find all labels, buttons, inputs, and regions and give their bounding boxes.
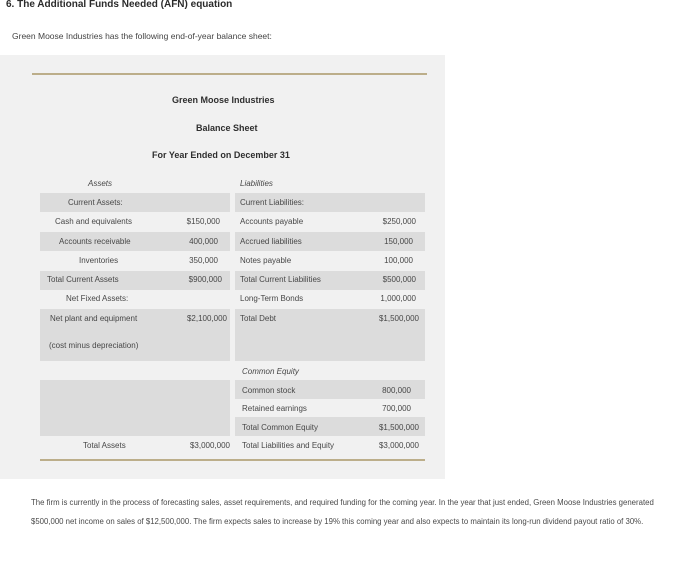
intro-text: Green Moose Industries has the following end-of-year balance sheet: [12,31,272,41]
statement-title: Balance Sheet [196,123,258,133]
total-current-assets-label: Total Current Assets [47,275,119,284]
long-term-bonds-value: 1,000,000 [380,294,416,303]
net-fixed-assets-heading: Net Fixed Assets: [66,294,129,303]
total-common-equity-value: $1,500,000 [378,423,419,432]
question-title: 6. The Additional Funds Needed (AFN) equation [6,0,233,10]
total-current-assets-value: $900,000 [188,275,222,284]
total-liabilities-equity-label: Total Liabilities and Equity [242,441,335,450]
common-equity-heading: Common Equity [242,367,299,376]
current-assets-heading: Current Assets: [68,198,123,207]
payable-label: Accounts payable [240,217,304,226]
net-plant-value: $2,100,000 [186,314,227,323]
total-current-liabilities-label: Total Current Liabilities [240,275,321,284]
total-debt-value: $1,500,000 [378,314,419,323]
top-divider [32,73,427,75]
net-plant-label: Net plant and equipment [50,314,138,323]
common-stock-value: 800,000 [382,386,411,395]
assets-band-5 [40,380,230,436]
cash-label: Cash and equivalents [55,217,132,226]
total-assets-label: Total Assets [83,441,126,450]
total-assets-value: $3,000,000 [189,441,230,450]
common-stock-label: Common stock [242,386,296,395]
total-debt-label: Total Debt [240,314,277,323]
current-liabilities-heading: Current Liabilities: [240,198,305,207]
scenario-paragraph: The firm is currently in the process of forecasting sales, asset requirements, and required funding for the coming year. In the year that just ended, Green Moose Industries generated $500,000 net income on sales of $12,500,000. The firm expects sales to increase by 19% this coming year and also expects to maintain its long-run dividend payout ratio of 30%. [31,498,654,526]
total-current-liabilities-value: $500,000 [382,275,416,284]
inventories-value: 350,000 [189,256,218,265]
accrued-value: 150,000 [384,237,413,246]
bottom-divider [40,459,425,461]
notes-value: 100,000 [384,256,413,265]
notes-label: Notes payable [240,256,292,265]
retained-earnings-label: Retained earnings [242,404,307,413]
retained-earnings-value: 700,000 [382,404,411,413]
long-term-bonds-label: Long-Term Bonds [240,294,304,303]
company-name: Green Moose Industries [172,95,275,105]
statement-period: For Year Ended on December 31 [152,150,290,160]
receivables-value: 400,000 [189,237,218,246]
cash-value: $150,000 [186,217,220,226]
receivables-label: Accounts receivable [59,237,131,246]
liabilities-heading: Liabilities [240,179,273,188]
assets-heading: Assets [88,179,113,188]
total-liabilities-equity-value: $3,000,000 [378,441,419,450]
accrued-label: Accrued liabilities [240,237,302,246]
total-common-equity-label: Total Common Equity [242,423,319,432]
payable-value: $250,000 [382,217,416,226]
net-plant-note: (cost minus depreciation) [49,341,139,350]
inventories-label: Inventories [79,256,119,265]
